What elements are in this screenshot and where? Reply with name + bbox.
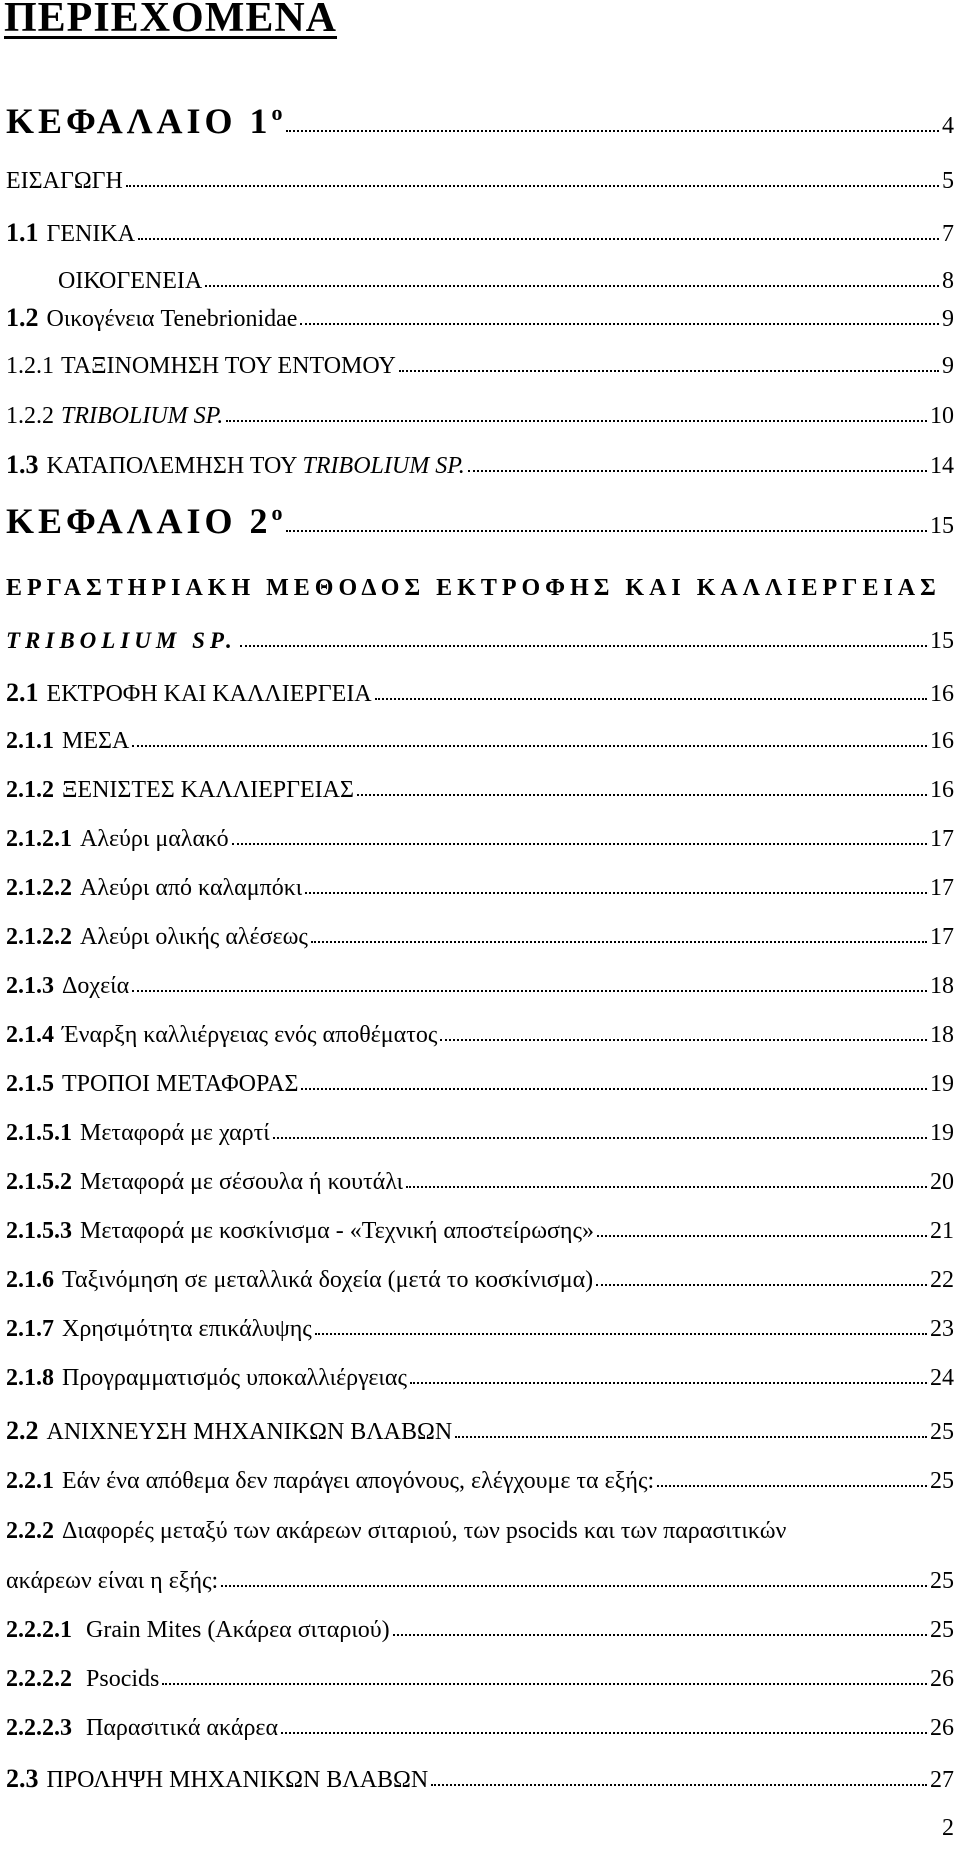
toc-page: 18 xyxy=(930,1022,954,1048)
toc-label: Έναρξη καλλιέργειας ενός αποθέματος xyxy=(62,1022,438,1048)
toc-page: 14 xyxy=(930,453,954,479)
toc-entry-chapter-2[interactable] xyxy=(6,500,954,542)
dot-leader xyxy=(305,879,927,894)
toc-page: 23 xyxy=(930,1316,954,1342)
dot-leader xyxy=(132,732,927,747)
toc-label: Grain Mites (Ακάρεα σιταριού) xyxy=(86,1617,390,1643)
dot-leader xyxy=(311,928,927,943)
toc-number: 2.1 xyxy=(6,678,39,707)
toc-label: Προγραμματισμός υποκαλλιέργειας xyxy=(62,1365,407,1391)
toc-label: Αλεύρι μαλακό xyxy=(80,826,229,852)
toc-label: Αλεύρι ολικής αλέσεως xyxy=(80,924,308,950)
toc-label: Δοχεία xyxy=(62,973,130,999)
toc-entry-2-1-7[interactable] xyxy=(6,1316,954,1343)
toc-page: 22 xyxy=(930,1267,954,1293)
dot-leader xyxy=(240,632,927,647)
toc-number: 1.3 xyxy=(6,450,39,479)
toc-page: 9 xyxy=(942,306,954,332)
dot-leader xyxy=(286,117,939,132)
toc-entry-2-1-5[interactable] xyxy=(6,1071,954,1098)
toc-label: ΚΑΤΑΠΟΛΕΜΗΣΗ ΤΟΥ xyxy=(46,453,297,479)
toc-entry-2-1-6[interactable] xyxy=(6,1267,954,1294)
toc-label: Οικογένεια Tenebrionidae xyxy=(46,306,298,332)
toc-number: 2.1.6 xyxy=(6,1267,54,1293)
toc-entry-2-1-8[interactable] xyxy=(6,1365,954,1392)
toc-number: 2.1.7 xyxy=(6,1316,54,1342)
toc-number: 2.1.2.1 xyxy=(6,826,72,852)
toc-page: 26 xyxy=(930,1715,954,1741)
toc-page: 16 xyxy=(930,681,954,707)
toc-entry-eisagogi[interactable] xyxy=(6,168,954,195)
toc-number: 2.1.5 xyxy=(6,1071,54,1097)
toc-page: 18 xyxy=(930,973,954,999)
ordinal-superscript: ο xyxy=(271,100,283,125)
toc-entry-2-1-5-1[interactable] xyxy=(6,1120,954,1147)
dot-leader xyxy=(399,357,939,372)
dot-leader xyxy=(301,1075,927,1090)
toc-number: 2.1.1 xyxy=(6,728,54,754)
toc-label: ΑΝΙΧΝΕΥΣΗ ΜΗΧΑΝΙΚΩΝ ΒΛΑΒΩΝ xyxy=(46,1419,453,1445)
toc-number: 2.2.1 xyxy=(6,1468,54,1494)
toc-number: 2.1.5.1 xyxy=(6,1120,72,1146)
toc-number: 1.2 xyxy=(6,303,39,332)
toc-entry-2-3[interactable] xyxy=(6,1764,954,1794)
toc-entry-oikogeneia[interactable] xyxy=(58,268,954,295)
dot-leader xyxy=(406,1173,927,1188)
toc-heading-chapter-2: ΕΡΓΑΣΤΗΡΙΑΚΗ ΜΕΘΟΔΟΣ ΕΚΤΡΟΦΗΣ ΚΑΙ ΚΑΛΛΙΕΡΓΕΙΑΣ xyxy=(6,575,941,601)
dot-leader xyxy=(657,1472,927,1487)
dot-leader xyxy=(393,1621,927,1636)
toc-number: 1.2.2 xyxy=(6,403,54,429)
toc-page: 24 xyxy=(930,1365,954,1391)
toc-page: 4 xyxy=(942,113,954,139)
toc-entry-2-1[interactable] xyxy=(6,678,954,708)
dot-leader xyxy=(126,172,939,187)
toc-entry-2-1-2-1[interactable] xyxy=(6,826,954,853)
toc-label: ακάρεων είναι η εξής: xyxy=(6,1568,219,1594)
toc-page: 25 xyxy=(930,1419,954,1445)
toc-number: 2.2.2 xyxy=(6,1518,54,1544)
dot-leader xyxy=(226,407,927,422)
toc-entry-2-1-1[interactable] xyxy=(6,728,954,755)
toc-label: Ταξινόμηση σε μεταλλικά δοχεία (μετά το κοσκίνισμα) xyxy=(62,1267,594,1293)
dot-leader xyxy=(410,1369,927,1384)
dot-leader xyxy=(162,1670,927,1685)
dot-leader xyxy=(357,781,927,796)
toc-label: ΕΙΣΑΓΩΓΗ xyxy=(6,168,123,194)
toc-number: 2.1.8 xyxy=(6,1365,54,1391)
toc-entry-1-2-2[interactable] xyxy=(6,403,954,430)
toc-page: 19 xyxy=(930,1120,954,1146)
toc-label: Αλεύρι από καλαμπόκι xyxy=(80,875,303,901)
toc-entry-2-1-4[interactable] xyxy=(6,1022,954,1049)
dot-leader xyxy=(138,225,939,240)
toc-label: Διαφορές μεταξύ των ακάρεων σιταριού, των psocids και των παρασιτικών xyxy=(62,1518,787,1544)
toc-number: 1.2.1 xyxy=(6,353,54,379)
dot-leader xyxy=(431,1771,927,1786)
toc-page: 26 xyxy=(930,1666,954,1692)
toc-entry-2-2-2-line2[interactable] xyxy=(6,1568,954,1595)
toc-page: 7 xyxy=(942,221,954,247)
toc-page: 16 xyxy=(930,728,954,754)
toc-label: ΞΕΝΙΣΤΕΣ ΚΑΛΛΙΕΡΓΕΙΑΣ xyxy=(62,777,354,803)
toc-entry-2-2-2-2[interactable] xyxy=(6,1666,954,1693)
toc-page: 25 xyxy=(930,1617,954,1643)
toc-label: ΟΙΚΟΓΕΝΕΙΑ xyxy=(58,268,203,294)
toc-entry-2-2-1[interactable] xyxy=(6,1468,954,1495)
toc-page: 17 xyxy=(930,924,954,950)
toc-label: ΤΡΟΠΟΙ ΜΕΤΑΦΟΡΑΣ xyxy=(62,1071,299,1097)
toc-entry-1-1[interactable] xyxy=(6,218,954,248)
dot-leader xyxy=(281,1719,927,1734)
toc-page: 8 xyxy=(942,268,954,294)
dot-leader xyxy=(300,310,939,325)
toc-entry-chapter-2-heading[interactable] xyxy=(6,628,954,655)
dot-leader xyxy=(132,977,927,992)
toc-page: 25 xyxy=(930,1568,954,1594)
toc-number: 2.1.2.2 xyxy=(6,875,72,901)
toc-label: Εάν ένα απόθεμα δεν παράγει απογόνους, ελέγχουμε τα εξής: xyxy=(62,1468,655,1494)
toc-label: ΤΑΞΙΝΟΜΗΣΗ ΤΟΥ ΕΝΤΟΜΟΥ xyxy=(61,353,396,379)
dot-leader xyxy=(273,1124,927,1139)
toc-entry-2-2-2-3[interactable] xyxy=(6,1715,954,1742)
dot-leader xyxy=(440,1026,927,1041)
toc-number: 2.2.2.3 xyxy=(6,1715,72,1741)
toc-number: 2.3 xyxy=(6,1764,39,1793)
dot-leader xyxy=(205,272,939,287)
toc-page: 15 xyxy=(930,513,954,539)
toc-number: 2.2 xyxy=(6,1416,39,1445)
toc-entry-1-2-1[interactable] xyxy=(6,353,954,380)
toc-entry-2-1-5-2[interactable] xyxy=(6,1169,954,1196)
toc-entry-2-1-2-2a[interactable] xyxy=(6,875,954,902)
toc-label: ΚΕΦΑΛΑΙΟ 1 xyxy=(6,101,272,141)
toc-number: 2.1.2 xyxy=(6,777,54,803)
page-title: ΠΕΡΙΕΧΟΜΕΝΑ xyxy=(4,0,338,41)
toc-label: ΚΕΦΑΛΑΙΟ 2 xyxy=(6,501,272,541)
page-number: 2 xyxy=(942,1815,954,1841)
dot-leader xyxy=(596,1271,927,1286)
toc-number: 1.1 xyxy=(6,218,39,247)
toc-page: 27 xyxy=(930,1767,954,1793)
toc-page: 20 xyxy=(930,1169,954,1195)
toc-page: 17 xyxy=(930,875,954,901)
toc-label: Μεταφορά με σέσουλα ή κουτάλι xyxy=(80,1169,404,1195)
dot-leader xyxy=(455,1423,927,1438)
dot-leader xyxy=(315,1320,927,1335)
toc-entry-2-1-5-3[interactable] xyxy=(6,1218,954,1245)
dot-leader xyxy=(597,1222,927,1237)
toc-number: 2.1.5.2 xyxy=(6,1169,72,1195)
toc-entry-2-2[interactable] xyxy=(6,1416,954,1446)
dot-leader xyxy=(375,685,927,700)
toc-entry-2-1-2[interactable] xyxy=(6,777,954,804)
toc-label: Παρασιτικά ακάρεα xyxy=(86,1715,279,1741)
dot-leader xyxy=(221,1572,927,1587)
toc-number: 2.1.5.3 xyxy=(6,1218,72,1244)
dot-leader xyxy=(468,457,927,472)
toc-label: Χρησιμότητα επικάλυψης xyxy=(62,1316,312,1342)
toc-label-italic: TRIBOLIUM SP. xyxy=(6,628,237,653)
toc-number: 2.1.4 xyxy=(6,1022,54,1048)
toc-number: 2.1.3 xyxy=(6,973,54,999)
toc-page: 9 xyxy=(942,353,954,379)
toc-label: ΠΡΟΛΗΨΗ ΜΗΧΑΝΙΚΩΝ ΒΛΑΒΩΝ xyxy=(46,1767,429,1793)
toc-entry-2-1-3[interactable] xyxy=(6,973,954,1000)
toc-number: 2.1.2.2 xyxy=(6,924,72,950)
toc-entry-1-3[interactable] xyxy=(6,450,954,480)
toc-page: 15 xyxy=(930,628,954,654)
toc-page: 16 xyxy=(930,777,954,803)
toc-number: 2.2.2.2 xyxy=(6,1666,72,1692)
toc-label: Μεταφορά με κοσκίνισμα - «Τεχνική αποστείρωσης» xyxy=(80,1218,594,1244)
toc-label: ΜΕΣΑ xyxy=(62,728,130,754)
toc-entry-2-2-2-1[interactable] xyxy=(6,1617,954,1644)
toc-page: 10 xyxy=(930,403,954,429)
toc-entry-2-2-2-line1[interactable] xyxy=(6,1518,786,1545)
toc-entry-2-1-2-2b[interactable] xyxy=(6,924,954,951)
toc-page: 21 xyxy=(930,1218,954,1244)
dot-leader xyxy=(232,830,927,845)
toc-entry-chapter-1[interactable] xyxy=(6,100,954,142)
toc-page: 19 xyxy=(930,1071,954,1097)
toc-page: 17 xyxy=(930,826,954,852)
toc-page: 25 xyxy=(930,1468,954,1494)
toc-label: Μεταφορά με χαρτί xyxy=(80,1120,270,1146)
toc-label-italic: TRIBOLIUM SP. xyxy=(302,453,465,479)
toc-label: ΓΕΝΙΚΑ xyxy=(46,221,136,247)
toc-page: 5 xyxy=(942,168,954,194)
toc-entry-1-2[interactable] xyxy=(6,303,954,333)
toc-label: Psocids xyxy=(86,1666,160,1692)
toc-label: ΕΚΤΡΟΦΗ ΚΑΙ ΚΑΛΛΙΕΡΓΕΙΑ xyxy=(46,681,372,707)
toc-label: TRIBOLIUM SP. xyxy=(61,403,224,429)
ordinal-superscript: ο xyxy=(271,500,283,525)
toc-number: 2.2.2.1 xyxy=(6,1617,72,1643)
dot-leader xyxy=(286,517,927,532)
